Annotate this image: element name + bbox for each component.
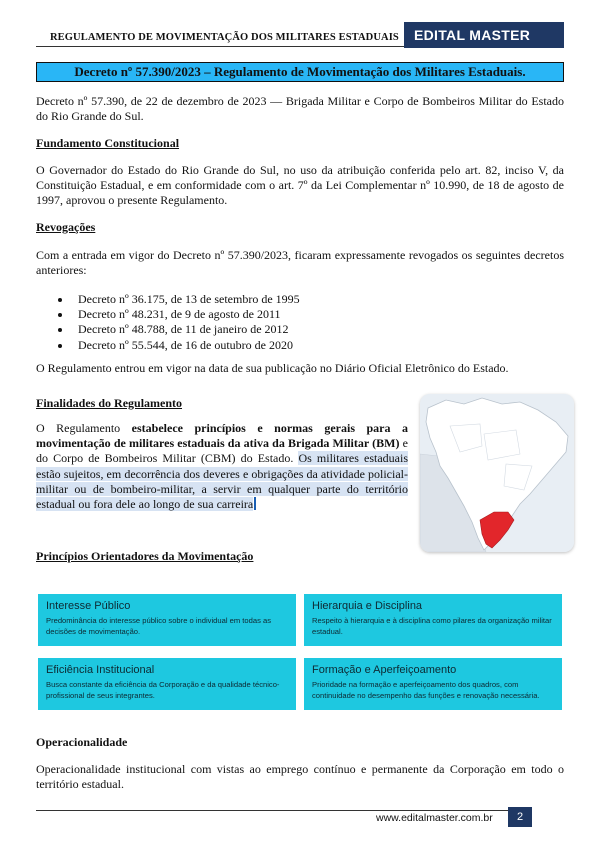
principle-card-interesse-publico — [38, 594, 296, 646]
list-item: • Decreto nº 36.175, de 13 de setembro de 1995 — [72, 292, 300, 307]
card-title: Eficiência Institucional — [46, 664, 155, 676]
list-item: • Decreto nº 48.231, de 9 de agosto de 2011 — [72, 307, 300, 322]
brazil-map-image — [420, 394, 574, 552]
map-svg — [420, 394, 574, 552]
list-item: • Decreto nº 55.544, de 16 de outubro de 2020 — [72, 338, 300, 353]
fundamento-paragraph: O Governador do Estado do Rio Grande do Sul, no uso da atribuição conferida pelo art. 82, inciso V, da Constituição Estadual, e em conformidade com o art. 7º da Lei Complementar nº 10.990, de 18 de agosto de 1997, aprovou o presente Regulamento. — [36, 163, 564, 208]
decree-title-banner: Decreto nº 57.390/2023 – Regulamento de Movimentação dos Militares Estaduais. — [36, 62, 564, 82]
section-heading-principios: Princípios Orientadores da Movimentação — [36, 549, 254, 563]
card-title: Interesse Público — [46, 600, 131, 612]
section-heading-revogacoes: Revogações — [36, 220, 96, 234]
section-heading-finalidades: Finalidades do Regulamento — [36, 396, 183, 410]
selected-text[interactable]: Os militares estaduais estão sujeitos, em decorrência dos deveres e obrigações da atividade policial-militar ou de bombeiro-militar, a servir em qualquer parte do território estadual ou fora dele ao longo de sua carreira — [36, 451, 409, 512]
revogacoes-paragraph: Com a entrada em vigor do Decreto nº 57.390/2023, ficaram expressamente revogados os seguintes decretos anteriores: — [36, 248, 564, 278]
principle-card-formacao — [304, 658, 562, 710]
card-title: Formação e Aperfeiçoamento — [312, 664, 457, 676]
finalidades-paragraph[interactable] — [36, 421, 408, 512]
principle-card-hierarquia — [304, 594, 562, 646]
card-description: Respeito à hierarquia e à disciplina como pilares da organização militar estadual. — [312, 616, 552, 636]
intro-paragraph: Decreto nº 57.390, de 22 de dezembro de 2023 — Brigada Militar e Corpo de Bombeiros Militar do Estado do Rio Grande do Sul. — [36, 94, 564, 124]
finalidades-text-3: e do Corpo de Bombeiros Militar (CBM) do Estado. — [36, 436, 408, 466]
card-description: Busca constante da eficiência da Corporação e da qualidade técnico-profissional de seus integrantes. — [46, 680, 280, 700]
section-heading-operacionalidade: Operacionalidade — [36, 735, 128, 749]
list-item: • Decreto nº 48.788, de 11 de janeiro de 2012 — [72, 322, 300, 337]
header-rule — [36, 46, 404, 47]
revoked-decrees-list — [36, 292, 300, 353]
text-cursor — [254, 497, 256, 510]
card-description: Predominância do interesse público sobre o individual em todas as decisões de movimentação. — [46, 616, 271, 636]
header-title: REGULAMENTO DE MOVIMENTAÇÃO DOS MILITARES ESTADUAIS — [50, 32, 399, 43]
footer-rule — [36, 810, 508, 811]
page-number: 2 — [508, 807, 532, 827]
vigor-paragraph: O Regulamento entrou em vigor na data de sua publicação no Diário Oficial Eletrônico do Estado. — [36, 361, 509, 375]
brand-logo: EDITAL MASTER — [404, 22, 564, 48]
card-title: Hierarquia e Disciplina — [312, 600, 423, 612]
finalidades-bold-text: estabelece princípios e normas gerais para a movimentação de militares estaduais da ativa da Brigada Militar (BM) — [36, 421, 408, 451]
section-heading-fundamento: Fundamento Constitucional — [36, 136, 180, 150]
card-description: Prioridade na formação e aperfeiçoamento dos quadros, com continuidade no desempenho das funções e renovação necessária. — [312, 680, 540, 700]
finalidades-text-1: O Regulamento — [36, 421, 132, 435]
principle-card-eficiencia — [38, 658, 296, 710]
footer-url-link[interactable]: www.editalmaster.com.br — [376, 812, 493, 824]
operacionalidade-paragraph: Operacionalidade institucional com vistas ao emprego contínuo e permanente da Corporação em todo o território estadual. — [36, 762, 564, 792]
